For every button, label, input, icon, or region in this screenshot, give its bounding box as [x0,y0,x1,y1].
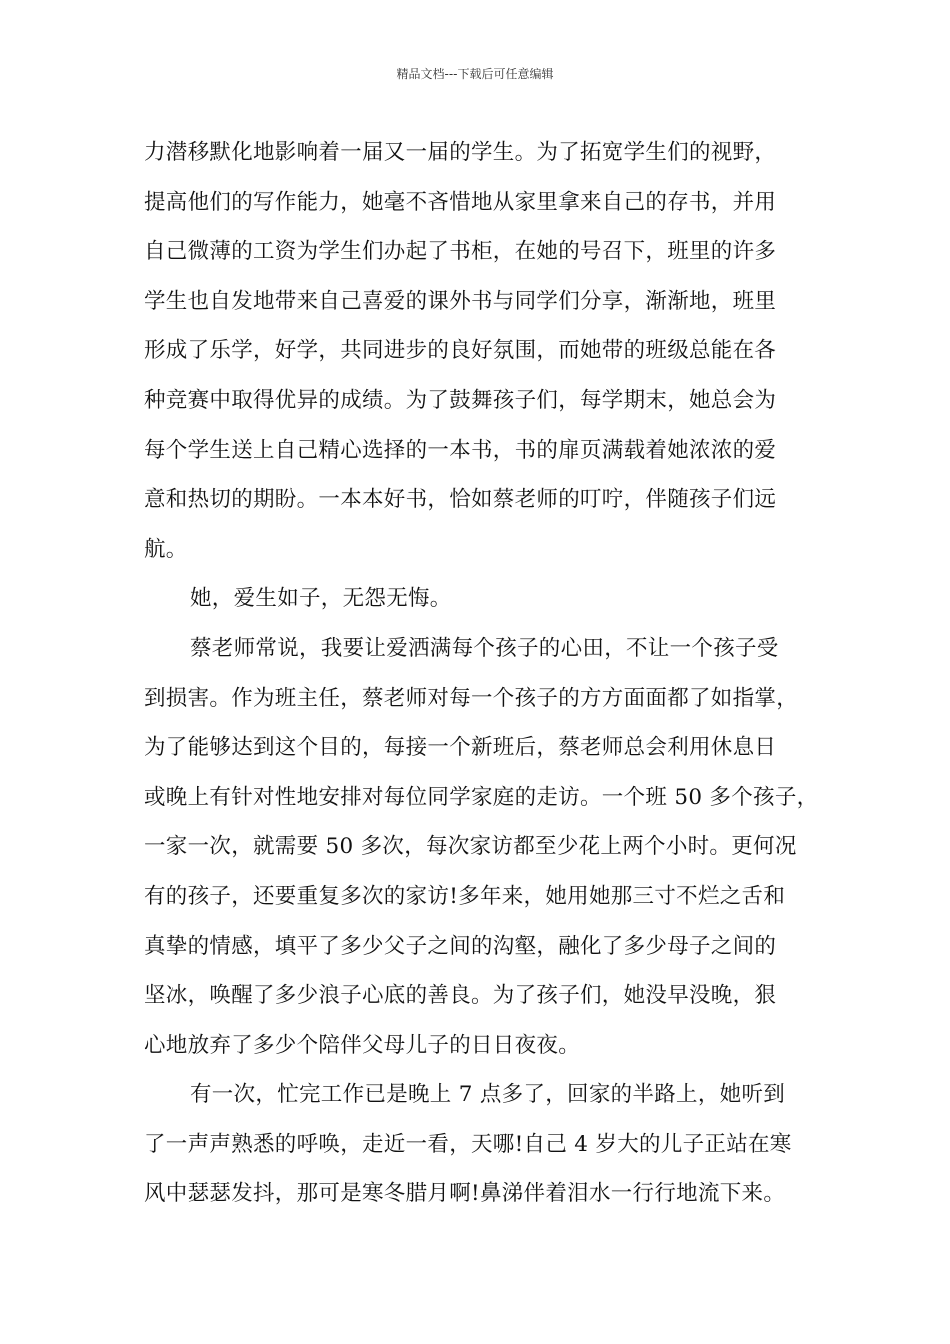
text-line: 提高他们的写作能力，她毫不吝惜地从家里拿来自己的存书，并用 [144,189,777,215]
text-line: 形成了乐学，好学，共同进步的良好氛围，而她带的班级总能在各 [144,338,777,364]
text-line: 为了能够达到这个目的，每接一个新班后，蔡老师总会利用休息日 [144,735,777,761]
text-line: 有一次，忙完工作已是晚上 7 点多了，回家的半路上，她听到 [190,1082,786,1108]
text-line: 有的孩子，还要重复多次的家访!多年来，她用她那三寸不烂之舌和 [144,883,786,909]
text-line: 或晚上有针对性地安排对每位同学家庭的走访。一个班 50 多个孩子， [144,784,819,810]
text-line: 学生也自发地带来自己喜爱的课外书与同学们分享，渐渐地，班里 [144,288,777,314]
text-line: 坚冰，唤醒了多少浪子心底的善良。为了孩子们，她没早没晚，狠 [144,983,777,1009]
text-line: 自己微薄的工资为学生们办起了书柜，在她的号召下，班里的许多 [144,239,777,265]
text-line: 了一声声熟悉的呼唤，走近一看，天哪!自己 4 岁大的儿子正站在寒 [144,1131,792,1157]
text-line: 每个学生送上自己精心选择的一本书，书的扉页满载着她浓浓的爱 [144,437,777,463]
document-body [144,128,824,1219]
text-line: 风中瑟瑟发抖，那可是寒冬腊月啊!鼻涕伴着泪水一行行地流下来。 [144,1181,786,1207]
text-line: 她，爱生如子，无怨无悔。 [190,586,452,612]
text-line: 意和热切的期盼。一本本好书，恰如蔡老师的叮咛，伴随孩子们远 [144,487,777,513]
text-line: 力潜移默化地影响着一届又一届的学生。为了拓宽学生们的视野， [144,140,777,165]
page-header: 精品文档---下载后可任意编辑 [396,67,554,81]
text-line: 一家一次，就需要 50 多次，每次家访都至少花上两个小时。更何况 [144,834,797,860]
text-line: 蔡老师常说，我要让爱洒满每个孩子的心田，不让一个孩子受 [190,635,779,661]
text-line: 真挚的情感，填平了多少父子之间的沟壑，融化了多少母子之间的 [144,933,777,959]
text-line: 到损害。作为班主任，蔡老师对每一个孩子的方方面面都了如指掌， [144,685,799,711]
text-line: 种竞赛中取得优异的成绩。为了鼓舞孩子们，每学期末，她总会为 [144,387,777,413]
text-line: 心地放弃了多少个陪伴父母儿子的日日夜夜。 [144,1032,581,1058]
text-line: 航。 [144,536,188,562]
